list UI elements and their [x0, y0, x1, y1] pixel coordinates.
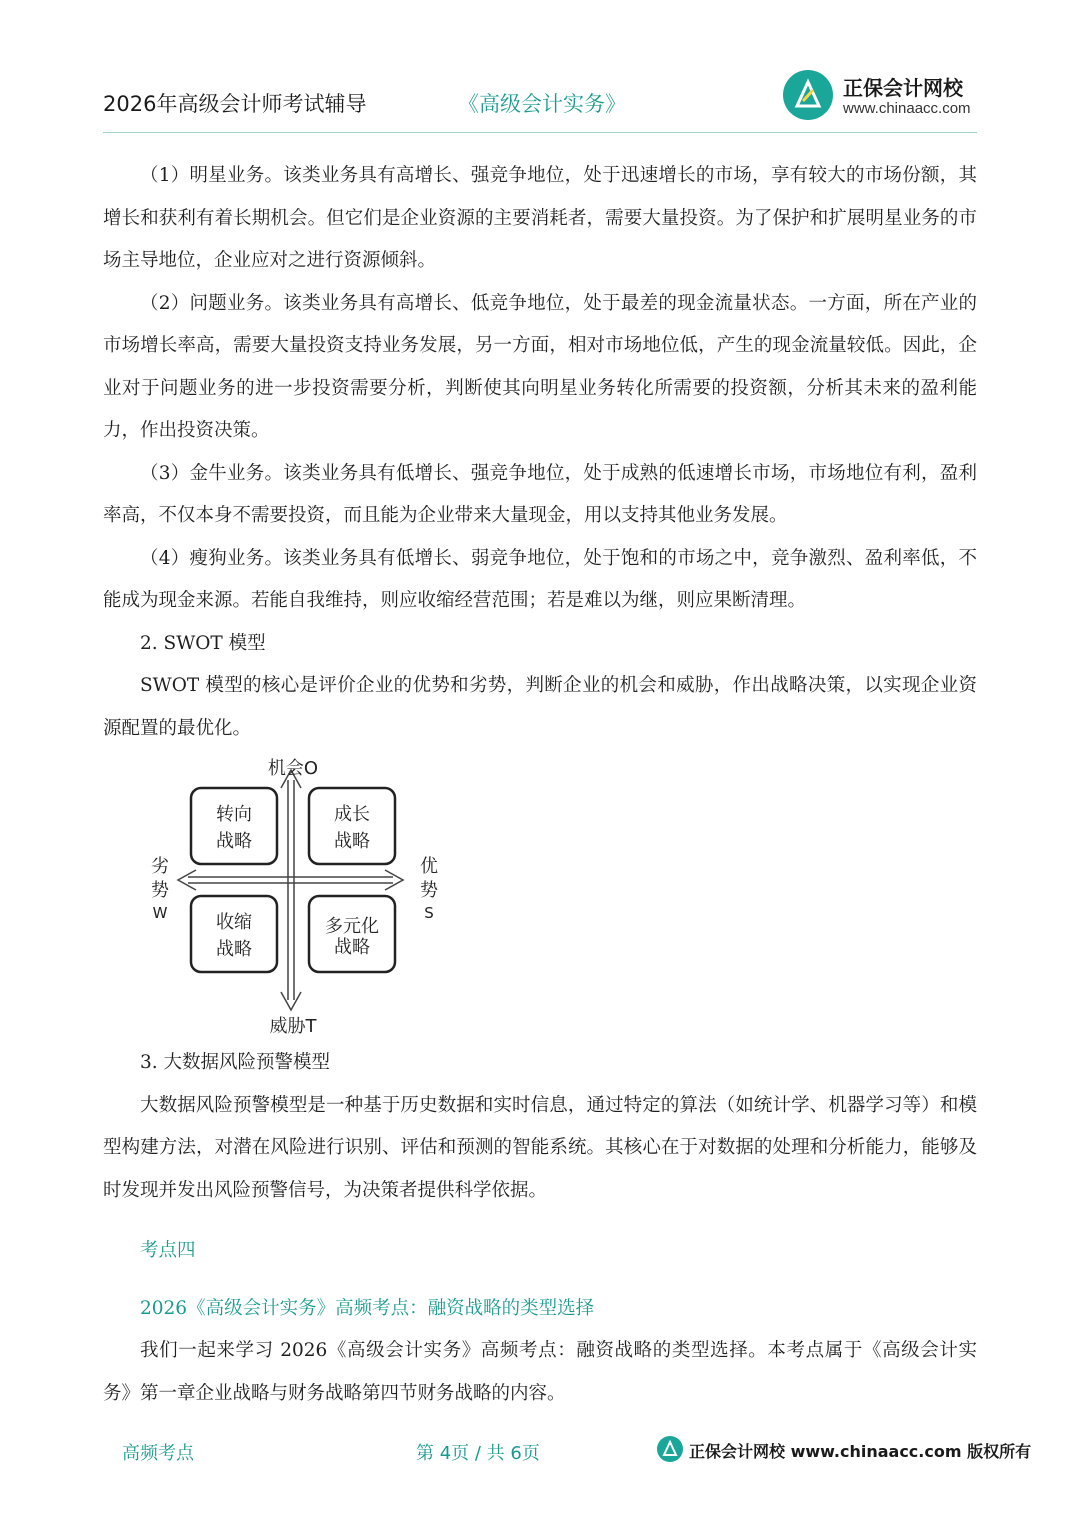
growth-line-2: 战略	[334, 831, 370, 852]
horizontal-axis	[178, 870, 403, 890]
page-number: 第 4页 / 共 6页	[416, 1443, 540, 1464]
strength-label-2: 势	[420, 880, 438, 901]
retrench-line-2: 战略	[216, 939, 252, 960]
footer-copyright	[657, 1436, 1032, 1466]
brand-logo[interactable]	[783, 66, 983, 126]
turnaround-line-2: 战略	[216, 831, 252, 852]
diversify-line-2: 战略	[334, 937, 370, 958]
swot-diagram	[103, 750, 977, 1042]
weakness-label-1: 劣	[151, 856, 169, 877]
bigdata-paragraph: 大数据风险预警模型是一种基于历史数据和实时信息，通过特定的算法（如统计学、机器学习等）和模型构建方法，对潜在风险进行识别、评估和预测的智能系统。其核心在于对数据的处理和分析能力，能够及时发现并发出风险预警信号，为决策者提供科学依据。	[103, 1094, 977, 1201]
document-body	[103, 155, 977, 1415]
growth-box	[309, 788, 395, 864]
chinaacc-logo-icon	[783, 70, 833, 120]
header-title: 2026年高级会计师考试辅导	[103, 92, 367, 116]
weakness-label-3: W	[152, 904, 168, 922]
swot-heading: 2. SWOT 模型	[140, 632, 266, 654]
vertical-axis	[281, 770, 301, 1010]
turnaround-box	[191, 788, 277, 864]
retrench-box	[191, 896, 277, 972]
para-question-business: （2）问题业务。该类业务具有高增长、低竞争地位，处于最差的现金流量状态。一方面，所在产业的市场增长率高，需要大量投资支持业务发展，另一方面，相对市场地位低，产生的现金流量较低。因此，企业对于问题业务的进一步投资需要分析，判断使其向明星业务转化所需要的投资额，分析其未来的盈利能力，作出投资决策。	[103, 292, 977, 441]
book-title: 《高级会计实务》	[458, 92, 626, 116]
swot-paragraph: SWOT 模型的核心是评价企业的优势和劣势，判断企业的机会和威胁，作出战略决策，以实现企业资源配置的最优化。	[103, 675, 977, 739]
footer-category: 高频考点	[122, 1443, 194, 1464]
chinaacc-logo-icon	[657, 1436, 683, 1462]
copyright-text: 正保会计网校 www.chinaacc.com 版权所有	[689, 1442, 1032, 1461]
growth-line-1: 成长	[334, 804, 370, 825]
threat-label: 威胁T	[269, 1016, 317, 1037]
logo-url: www.chinaacc.com	[843, 100, 971, 117]
logo-name: 正保会计网校	[843, 76, 963, 100]
diversify-line-1: 多元化	[325, 916, 379, 937]
point-four-title[interactable]: 2026《高级会计实务》高频考点：融资战略的类型选择	[140, 1297, 595, 1319]
para-dog-business: （4）瘦狗业务。该类业务具有低增长、弱竞争地位，处于饱和的市场之中，竞争激烈、盈利率低，不能成为现金来源。若能自我维持，则应收缩经营范围；若是难以为继，则应果断清理。	[103, 547, 977, 611]
page-footer	[0, 1420, 1080, 1480]
strength-label-3: S	[424, 904, 434, 922]
turnaround-line-1: 转向	[216, 804, 252, 825]
page-header	[103, 62, 977, 133]
para-star-business: （1）明星业务。该类业务具有高增长、强竞争地位，处于迅速增长的市场，享有较大的市场份额，其增长和获利有着长期机会。但它们是企业资源的主要消耗者，需要大量投资。为了保护和扩展明星业务的市场主导地位，企业应对之进行资源倾斜。	[103, 165, 977, 271]
opportunity-label: 机会O	[267, 758, 319, 779]
point-four-label: 考点四	[140, 1240, 196, 1261]
intro-paragraph: 我们一起来学习 2026《高级会计实务》高频考点：融资战略的类型选择。本考点属于《高级会计实务》第一章企业战略与财务战略第四节财务战略的内容。	[103, 1340, 977, 1404]
para-cash-cow-business: （3）金牛业务。该类业务具有低增长、强竞争地位，处于成熟的低速增长市场，市场地位有利，盈利率高，不仅本身不需要投资，而且能为企业带来大量现金，用以支持其他业务发展。	[103, 462, 977, 526]
strength-label-1: 优	[420, 856, 438, 877]
retrench-line-1: 收缩	[216, 912, 252, 933]
weakness-label-2: 势	[151, 880, 169, 901]
bigdata-heading: 3. 大数据风险预警模型	[140, 1052, 331, 1073]
